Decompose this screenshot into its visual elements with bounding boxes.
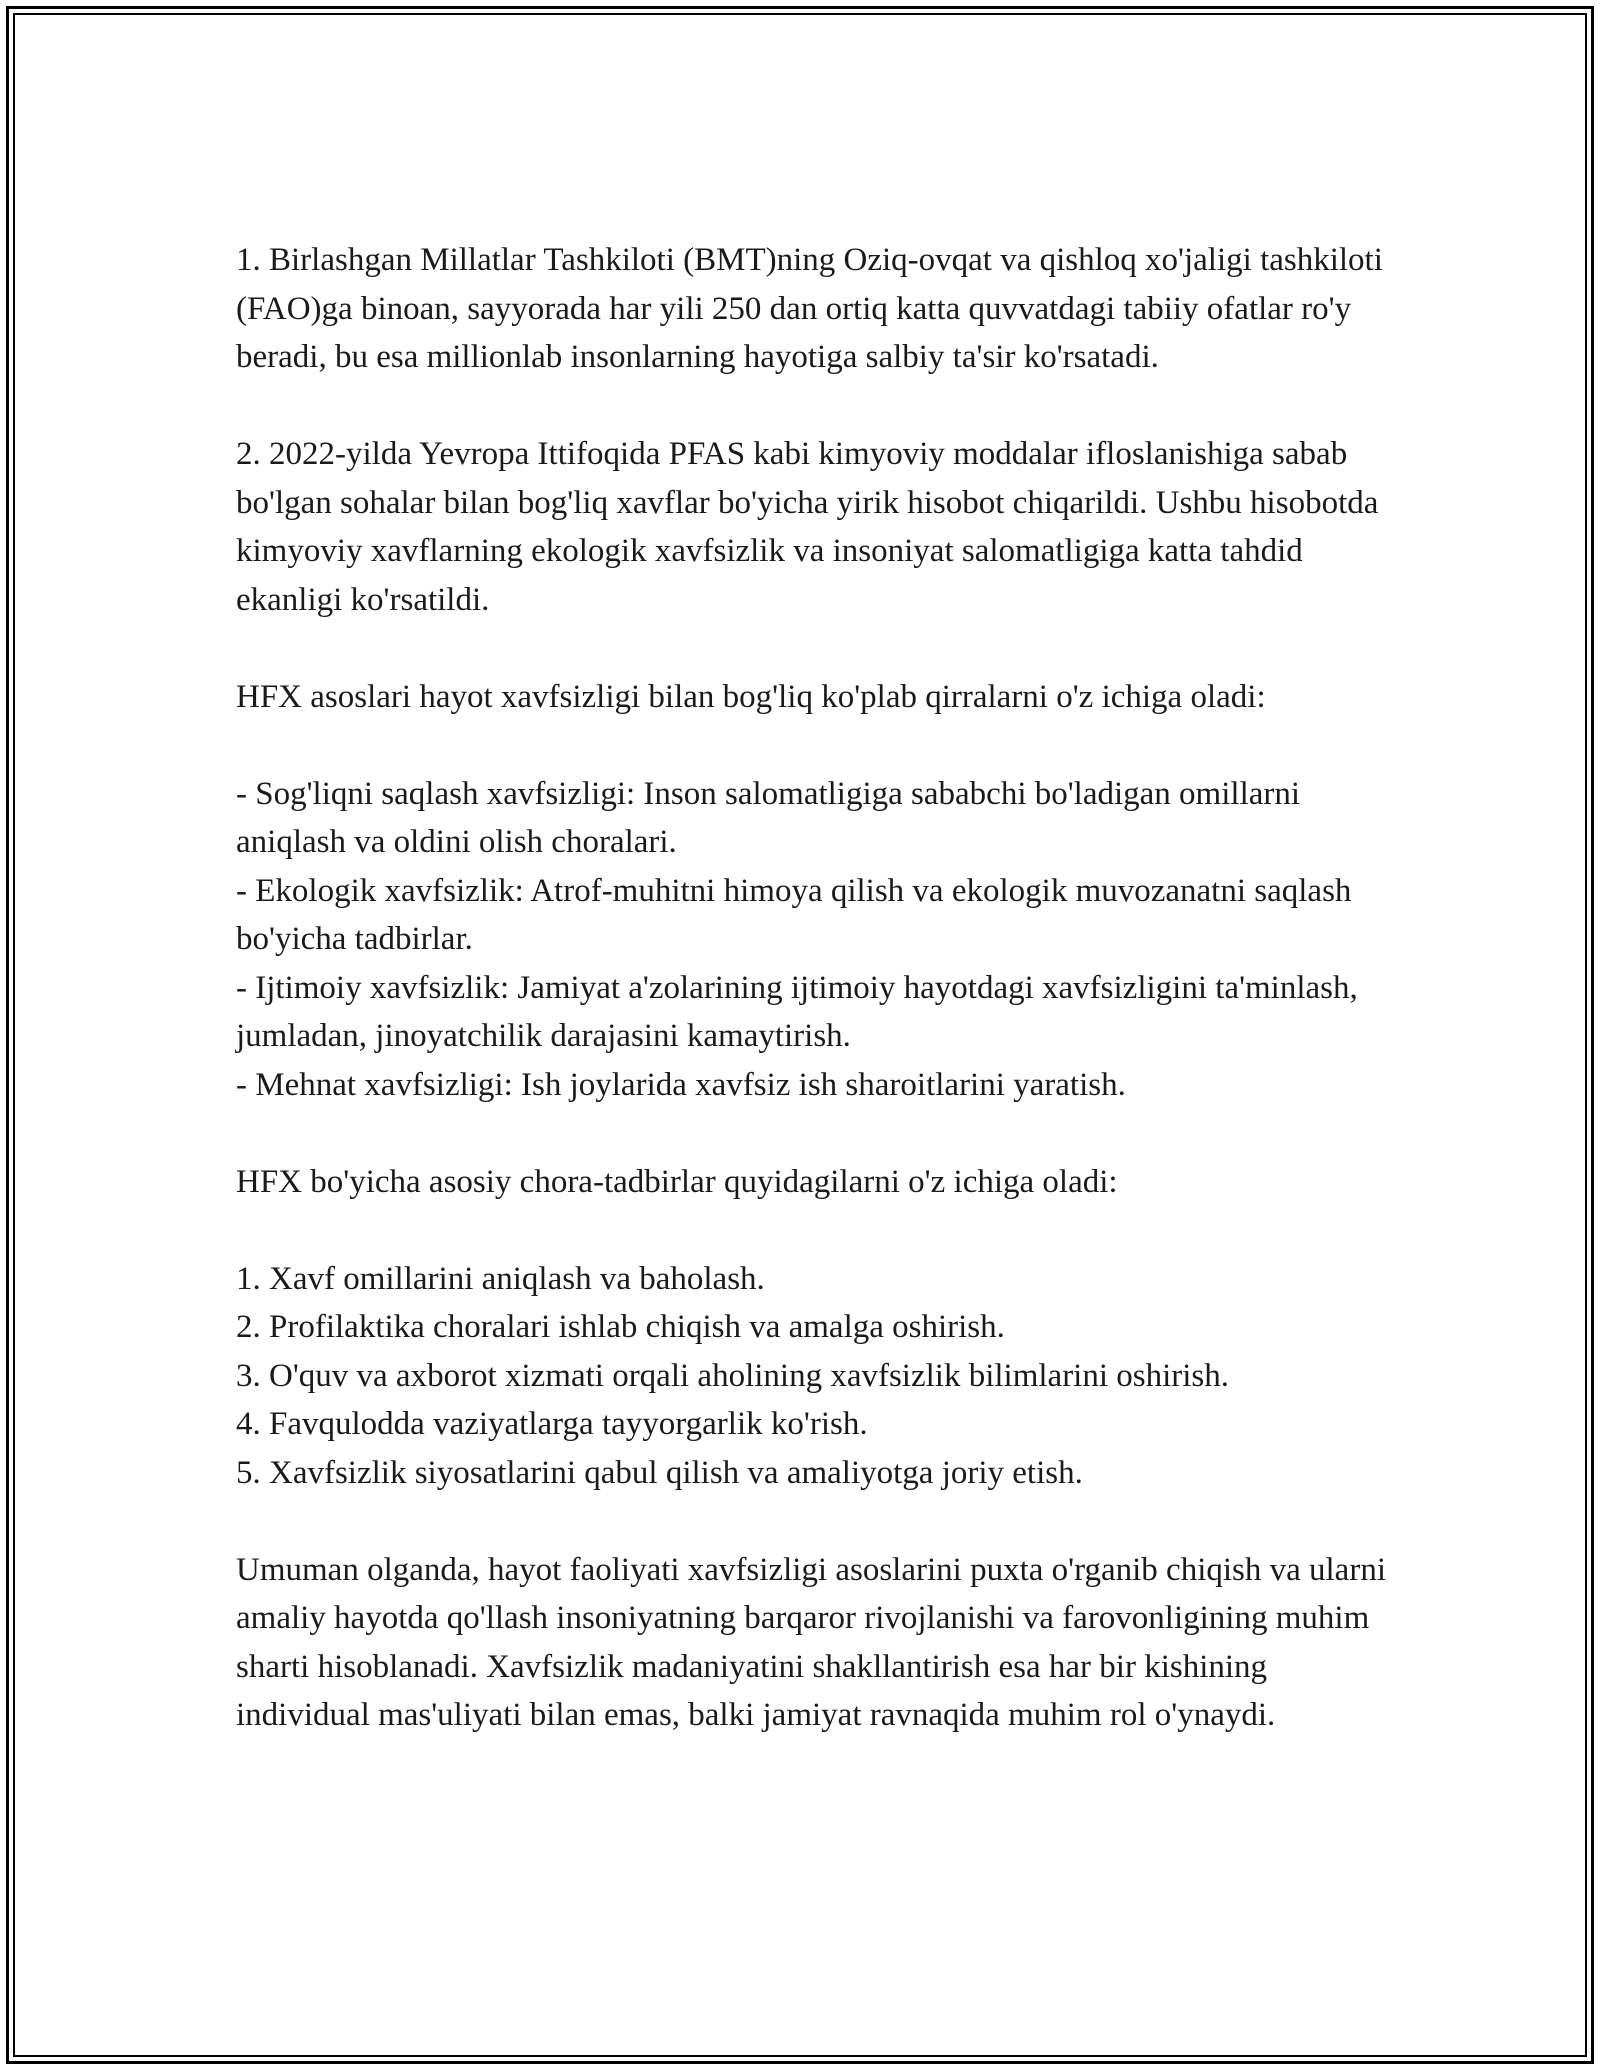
measure-item-5: 5. Xavfsizlik siyosatlarini qabul qilish va amaliyotga joriy etish. bbox=[236, 1454, 1083, 1491]
hfx-aspect-health: - Sog'liqni saqlash xavfsizligi: Inson salomatligiga sababchi bo'ladigan omillarni aniqlash va oldini olish choralari. bbox=[236, 775, 1301, 860]
hfx-aspect-social: - Ijtimoiy xavfsizlik: Jamiyat a'zolarining ijtimoiy hayotdagi xavfsizligini ta'minlash, jumladan, jinoyatchilik darajasini kamaytirish. bbox=[236, 969, 1358, 1054]
document-body bbox=[236, 236, 1386, 1740]
measure-item-1: 1. Xavf omillarini aniqlash va baholash. bbox=[236, 1260, 765, 1297]
hfx-intro-paragraph: HFX asoslari hayot xavfsizligi bilan bog'liq ko'plab qirralarni o'z ichiga oladi: bbox=[236, 678, 1266, 715]
measure-item-3: 3. O'quv va axborot xizmati orqali aholining xavfsizlik bilimlarini oshirish. bbox=[236, 1357, 1230, 1394]
paragraph-gap bbox=[236, 1109, 1386, 1158]
paragraph-gap bbox=[236, 721, 1386, 770]
hfx-aspect-labor: - Mehnat xavfsizligi: Ish joylarida xavfsiz ish sharoitlarini yaratish. bbox=[236, 1066, 1126, 1103]
paragraph-gap bbox=[236, 1497, 1386, 1546]
intro-item-2: 2. 2022-yilda Yevropa Ittifoqida PFAS kabi kimyoviy moddalar ifloslanishiga sabab bo'lgan sohalar bilan bog'liq xavflar bo'yicha yirik hisobot chiqarildi. Ushbu hisobotda kimyoviy xavflarning ekologik xavfsizlik va insoniyat salomatligiga katta tahdid ekanligi ko'rsatildi. bbox=[236, 436, 1379, 618]
measures-intro-paragraph: HFX bo'yicha asosiy chora-tadbirlar quyidagilarni o'z ichiga oladi: bbox=[236, 1163, 1118, 1200]
intro-item-1: 1. Birlashgan Millatlar Tashkiloti (BMT)ning Oziq-ovqat va qishloq xo'jaligi tashkiloti (FAO)ga binoan, sayyorada har yili 250 dan ortiq katta quvvatdagi tabiiy ofatlar ro'y beradi, bu esa millionlab insonlarning hayotiga salbiy ta'sir ko'rsatadi. bbox=[236, 242, 1383, 375]
paragraph-gap bbox=[236, 382, 1386, 431]
measure-item-2: 2. Profilaktika choralari ishlab chiqish va amalga oshirish. bbox=[236, 1309, 1005, 1345]
measure-item-4: 4. Favqulodda vaziyatlarga tayyorgarlik ko'rish. bbox=[236, 1406, 868, 1442]
conclusion-paragraph: Umuman olganda, hayot faoliyati xavfsizligi asoslarini puxta o'rganib chiqish va ularni amaliy hayotda qo'llash insoniyatning barqaror rivojlanishi va farovonligining muhim sharti hisoblanadi. Xavfsizlik madaniyatini shakllantirish esa har bir kishining individual mas'uliyati bilan emas, balki jamiyat ravnaqida muhim rol o'ynaydi. bbox=[236, 1551, 1386, 1733]
paragraph-gap bbox=[236, 624, 1386, 673]
hfx-aspect-ecology: - Ekologik xavfsizlik: Atrof-muhitni himoya qilish va ekologik muvozanatni saqlash bo'yicha tadbirlar. bbox=[236, 872, 1352, 957]
paragraph-gap bbox=[236, 1206, 1386, 1255]
